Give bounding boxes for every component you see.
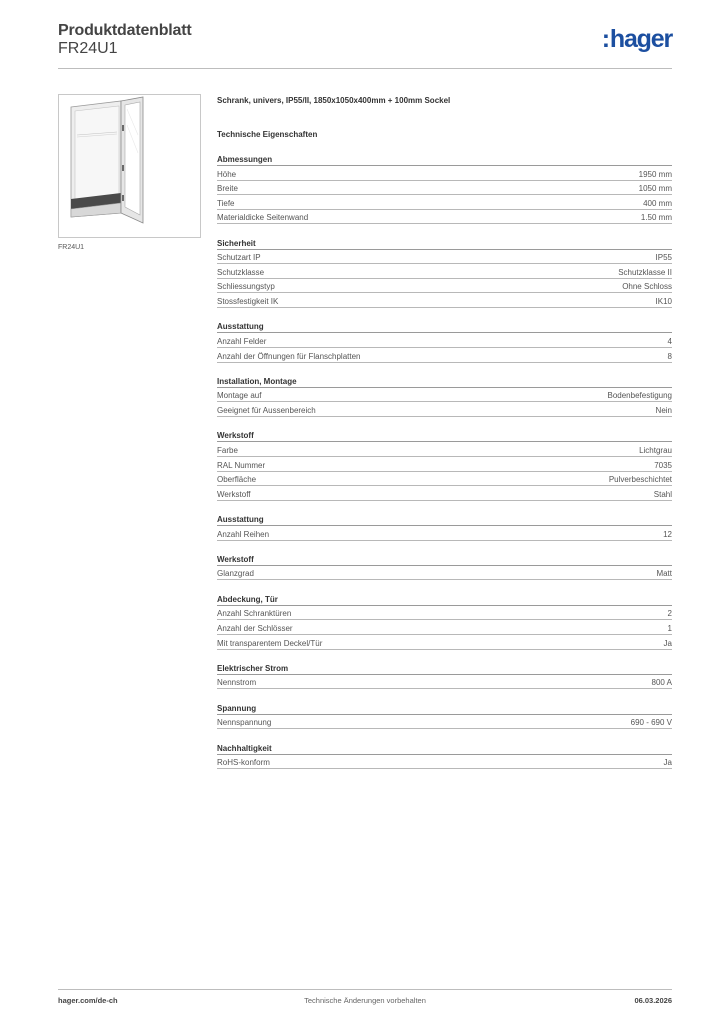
spec-section bbox=[217, 595, 672, 650]
spec-row bbox=[217, 472, 672, 487]
spec-label: Geeignet für Aussenbereich bbox=[217, 406, 316, 416]
spec-section bbox=[217, 744, 672, 770]
section-title: Installation, Montage bbox=[217, 377, 672, 388]
spec-value: Ja bbox=[663, 758, 672, 768]
spec-row bbox=[217, 388, 672, 403]
spec-value: Pulverbeschichtet bbox=[608, 475, 672, 485]
spec-section bbox=[217, 155, 672, 224]
spec-section bbox=[217, 664, 672, 690]
spec-value: Lichtgrau bbox=[639, 445, 672, 455]
spec-label: Farbe bbox=[217, 445, 238, 455]
spec-value: Stahl bbox=[653, 489, 672, 499]
footer-website: hager.com/de-ch bbox=[58, 996, 118, 1005]
spec-value: Schutzklasse II bbox=[618, 267, 672, 277]
section-title: Nachhaltigkeit bbox=[217, 744, 672, 755]
spec-label: Höhe bbox=[217, 169, 237, 179]
product-code: FR24U1 bbox=[58, 40, 118, 57]
section-title: Abdeckung, Tür bbox=[217, 595, 672, 606]
spec-section bbox=[217, 515, 672, 541]
spec-section bbox=[217, 377, 672, 417]
spec-value: Ja bbox=[663, 638, 672, 648]
section-title: Spannung bbox=[217, 704, 672, 715]
spec-label: Tiefe bbox=[217, 198, 235, 208]
spec-row bbox=[217, 620, 672, 635]
spec-row bbox=[217, 566, 672, 581]
spec-value: 7035 bbox=[654, 460, 672, 470]
spec-label: Anzahl der Schlösser bbox=[217, 623, 293, 633]
spec-value: 8 bbox=[667, 351, 672, 361]
spec-row bbox=[217, 166, 672, 181]
spec-value: IK10 bbox=[655, 297, 672, 307]
spec-row bbox=[217, 486, 672, 501]
specification-content bbox=[217, 96, 672, 784]
spec-label: Werkstoff bbox=[217, 489, 251, 499]
spec-label: Materialdicke Seitenwand bbox=[217, 213, 309, 223]
spec-row bbox=[217, 675, 672, 690]
spec-value: 690 - 690 V bbox=[630, 718, 672, 728]
spec-value: 4 bbox=[667, 336, 672, 346]
spec-label: RAL Nummer bbox=[217, 460, 266, 470]
spec-row bbox=[217, 293, 672, 308]
product-image bbox=[58, 94, 201, 238]
footer-note: Technische Änderungen vorbehalten bbox=[304, 996, 426, 1005]
spec-label: Nennspannung bbox=[217, 718, 272, 728]
spec-section bbox=[217, 431, 672, 500]
spec-row bbox=[217, 195, 672, 210]
technical-properties-heading: Technische Eigenschaften bbox=[217, 130, 318, 139]
spec-row bbox=[217, 442, 672, 457]
spec-label: RoHS-konform bbox=[217, 758, 270, 768]
spec-label: Anzahl Felder bbox=[217, 336, 267, 346]
spec-section bbox=[217, 239, 672, 308]
document-title: Produktdatenblatt bbox=[58, 22, 192, 39]
spec-row bbox=[217, 181, 672, 196]
spec-label: Glanzgrad bbox=[217, 569, 254, 579]
spec-row bbox=[217, 250, 672, 265]
footer-date: 06.03.2026 bbox=[634, 996, 672, 1005]
spec-value: Bodenbefestigung bbox=[607, 391, 672, 401]
spec-value: 400 mm bbox=[643, 198, 672, 208]
footer-divider bbox=[58, 989, 672, 990]
hager-logo bbox=[602, 27, 672, 52]
spec-value: 1050 mm bbox=[638, 184, 672, 194]
spec-label: Stossfestigkeit IK bbox=[217, 297, 279, 307]
page-footer bbox=[58, 996, 672, 1010]
spec-label: Mit transparentem Deckel/Tür bbox=[217, 638, 323, 648]
section-title: Elektrischer Strom bbox=[217, 664, 672, 675]
spec-row bbox=[217, 755, 672, 770]
spec-label: Breite bbox=[217, 184, 238, 194]
spec-label: Montage auf bbox=[217, 391, 262, 401]
product-description: Schrank, univers, IP55/II, 1850x1050x400mm + 100mm Sockel bbox=[217, 96, 451, 105]
spec-section bbox=[217, 555, 672, 581]
spec-value: 2 bbox=[667, 609, 672, 619]
header-divider bbox=[58, 68, 672, 69]
spec-label: Anzahl Reihen bbox=[217, 529, 270, 539]
spec-value: 800 A bbox=[651, 678, 672, 688]
logo-mark: : bbox=[601, 25, 609, 53]
spec-row bbox=[217, 279, 672, 294]
section-title: Ausstattung bbox=[217, 322, 672, 333]
section-title: Sicherheit bbox=[217, 239, 672, 250]
spec-label: Schutzklasse bbox=[217, 267, 265, 277]
spec-value: Nein bbox=[655, 406, 672, 416]
section-title: Werkstoff bbox=[217, 555, 672, 566]
section-title: Ausstattung bbox=[217, 515, 672, 526]
spec-value: 1.50 mm bbox=[640, 213, 672, 223]
spec-label: Anzahl Schranktüren bbox=[217, 609, 292, 619]
spec-label: Schliessungstyp bbox=[217, 282, 275, 292]
spec-value: 1 bbox=[667, 623, 672, 633]
spec-section bbox=[217, 322, 672, 362]
spec-section bbox=[217, 704, 672, 730]
spec-value: 12 bbox=[663, 529, 672, 539]
logo-wordmark: hager bbox=[609, 25, 672, 53]
spec-row bbox=[217, 210, 672, 225]
spec-row bbox=[217, 526, 672, 541]
image-caption: FR24U1 bbox=[58, 244, 85, 251]
spec-row bbox=[217, 264, 672, 279]
section-title: Abmessungen bbox=[217, 155, 672, 166]
spec-value: IP55 bbox=[655, 253, 672, 263]
spec-value: 1950 mm bbox=[638, 169, 672, 179]
spec-value: Ohne Schloss bbox=[622, 282, 672, 292]
spec-row bbox=[217, 402, 672, 417]
spec-row bbox=[217, 348, 672, 363]
cabinet-illustration bbox=[59, 95, 201, 238]
spec-label: Schutzart IP bbox=[217, 253, 261, 263]
spec-value: Matt bbox=[656, 569, 672, 579]
spec-label: Anzahl der Öffnungen für Flanschplatten bbox=[217, 351, 361, 361]
spec-row bbox=[217, 457, 672, 472]
section-title: Werkstoff bbox=[217, 431, 672, 442]
spec-label: Nennstrom bbox=[217, 678, 257, 688]
spec-label: Oberfläche bbox=[217, 475, 257, 485]
spec-row bbox=[217, 715, 672, 730]
spec-row bbox=[217, 635, 672, 650]
spec-row bbox=[217, 333, 672, 348]
spec-sections bbox=[217, 155, 672, 769]
page-header bbox=[58, 20, 672, 70]
spec-row bbox=[217, 606, 672, 621]
